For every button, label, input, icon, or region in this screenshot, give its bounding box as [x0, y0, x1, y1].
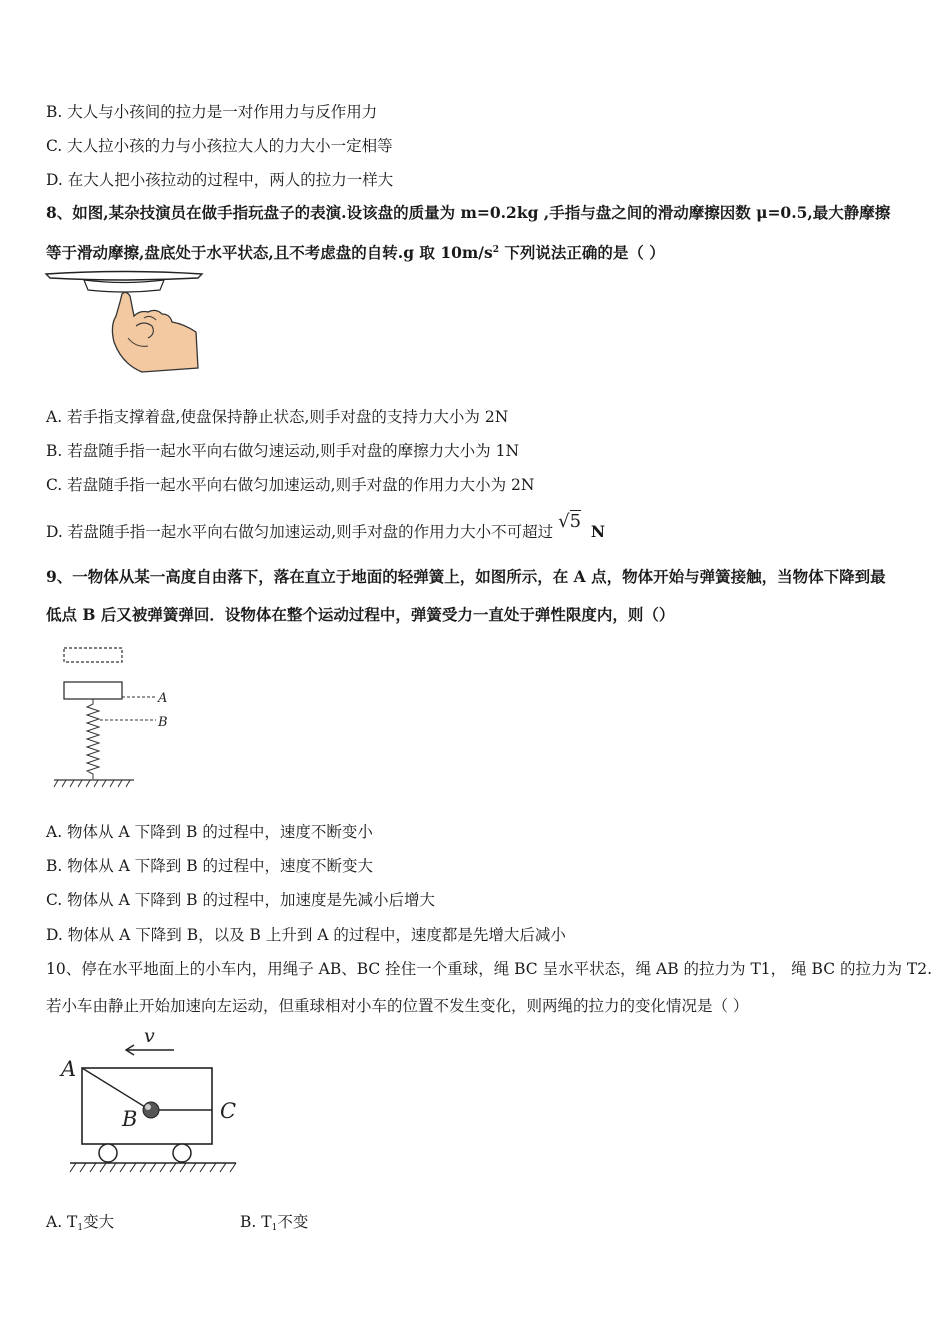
q8-option-d: D. 若盘随手指一起水平向右做匀加速运动,则手对盘的作用力大小不可超过 √5 N — [46, 511, 606, 541]
point-a-label: A — [61, 1057, 77, 1081]
q9-option-c: C. 物体从 A 下降到 B 的过程中，加速度是先减小后增大 — [46, 891, 435, 909]
spring-figure — [48, 642, 178, 792]
q9-stem-line2: 低点 B 后又被弹簧弹回．设物体在整个运动过程中，弹簧受力一直处于弹性限度内，则（） — [46, 605, 675, 624]
sqrt-symbol: √ — [558, 511, 570, 532]
point-c-label: C — [220, 1099, 237, 1123]
q7-option-b: B. 大人与小孩间的拉力是一对作用力与反作用力 — [46, 103, 378, 121]
q9-option-b: B. 物体从 A 下降到 B 的过程中，速度不断变大 — [46, 857, 374, 875]
q8-stem-line1: 8、如图,某杂技演员在做手指玩盘子的表演.设该盘的质量为 m=0.2kg ,手指与盘之间的滑动摩擦因数 μ=0.5,最大静摩擦 — [46, 203, 891, 222]
q7-option-d: D. 在大人把小孩拉动的过程中，两人的拉力一样大 — [46, 171, 394, 189]
q8-option-a: A. 若手指支撑着盘,使盘保持静止状态,则手对盘的支持力大小为 2N — [46, 408, 509, 426]
plate-on-finger-figure — [44, 268, 204, 378]
q9-option-d: D. 物体从 A 下降到 B，以及 B 上升到 A 的过程中，速度都是先增大后减小 — [46, 926, 566, 944]
cart-figure — [56, 1024, 256, 1176]
point-b-label: B — [122, 1107, 138, 1131]
q9-option-a: A. 物体从 A 下降到 B 的过程中，速度不断变小 — [46, 823, 373, 841]
q10-stem-line2: 若小车由静止开始加速向左运动，但重球相对小车的位置不发生变化，则两绳的拉力的变化情况是（ ） — [46, 997, 749, 1015]
q10-option-a: A. $T_1$变大 — [46, 1213, 115, 1233]
point-a-label: A — [158, 691, 168, 706]
q8-option-c: C. 若盘随手指一起水平向右做匀加速运动,则手对盘的作用力大小为 2N — [46, 476, 535, 494]
q9-stem-line1: 9、一物体从某一高度自由落下，落在直立于地面的轻弹簧上，如图所示，在 A 点，物体开始与弹簧接触，当物体下降到最 — [46, 567, 886, 586]
velocity-label: v — [144, 1025, 155, 1047]
q7-option-c: C. 大人拉小孩的力与小孩拉大人的力大小一定相等 — [46, 137, 393, 155]
q10-stem-line1: 10、停在水平地面上的小车内，用绳子 AB、BC 拴住一个重球，绳 BC 呈水平状态，绳 AB 的拉力为 T1， 绳 BC 的拉力为 T2. — [46, 960, 933, 978]
q8-option-b: B. 若盘随手指一起水平向右做匀速运动,则手对盘的摩擦力大小为 1N — [46, 442, 520, 460]
point-b-label: B — [158, 715, 168, 730]
q8-stem-line2: 等于滑动摩擦,盘底处于水平状态,且不考虑盘的自转.g 取 $10m/s^2$ 下列说法正确的是（ ） — [46, 243, 665, 262]
q10-option-b: B. $T_1$不变 — [240, 1213, 309, 1233]
